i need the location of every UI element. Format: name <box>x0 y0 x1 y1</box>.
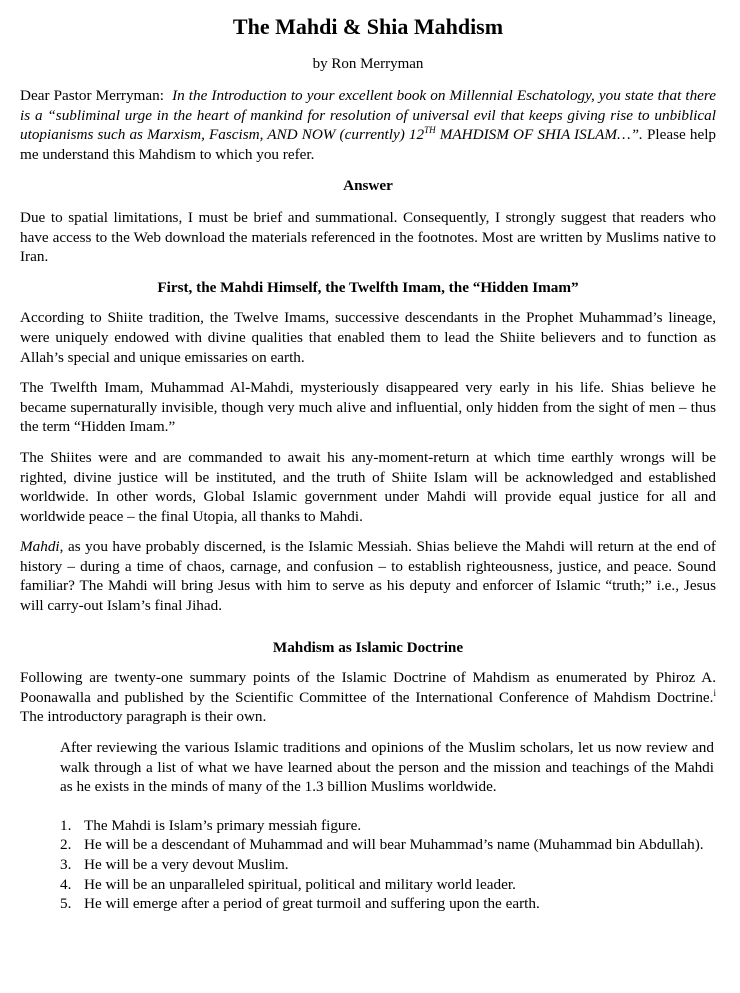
summary-points-text-end: The introductory paragraph is their own. <box>20 708 267 726</box>
list-item <box>60 855 716 875</box>
list-item <box>60 894 716 914</box>
question-text-part: In the Introduction to your excellent book on Millennial Eschatology, you state that there is a “subliminal urge in the heart of mankind for resolution of universal evil that keeps giving rise to unbiblical utopianisms such as Marxism, Fascism, AND NOW (currently) 12 <box>20 87 716 144</box>
intro-paragraph <box>20 86 716 164</box>
byline: by Ron Merryman <box>312 56 424 72</box>
section-heading-hidden-imam: First, the Mahdi Himself, the Twelfth Imam, the “Hidden Imam” <box>157 278 579 296</box>
list-item-number: 3. <box>60 856 72 873</box>
doctrine-points-list <box>60 816 716 914</box>
list-item-number: 1. <box>60 816 72 834</box>
list-item-text: The Mahdi is Islam’s primary messiah figure. <box>84 816 362 834</box>
summary-points-text: Following are twenty-one summary points of the Islamic Doctrine of Mahdism as enumerated by Phiroz A. Poonawalla and published by the Scientific Committee of the International Conference of Mahdism Doctrine. <box>20 669 716 706</box>
paragraph-islamic-messiah-text: , as you have probably discerned, is the Islamic Messiah. Shias believe the Mahdi will return at the end of history – during a time of chaos, carnage, and confusion – to establish righteousness, justice, and peace. Sound familiar? The Mahdi will bring Jesus with him to serve as his deputy and enforcer of Islamic “truth;” i.e., Jesus will carry-out Islam’s final Jihad. <box>20 538 716 615</box>
paragraph-twelfth-imam: The Twelfth Imam, Muhammad Al-Mahdi, mysteriously disappeared very early in his life. Shias believe he became supernaturally invisible, though very much alive and influential, only hidden from the sight of men – thus the term “Hidden Imam.” <box>20 379 716 436</box>
closing-request: Please help me understand this Mahdism to which you refer. <box>20 126 717 163</box>
list-item-number: 5. <box>60 895 72 913</box>
superscript-th: TH <box>424 125 436 136</box>
paragraph-await-return: The Shiites were and are commanded to await his any-moment-return at which time earthly wrongs will be righted, divine justice will be instituted, and the truth of Shiite Islam will be acknowledged and established worldwide. In other words, Global Islamic government under Mahdi will provide equal justice for all and worldwide peace – the final Utopia, all thanks to Mahdi. <box>20 448 716 525</box>
list-item-text: He will emerge after a period of great turmoil and suffering upon the earth. <box>84 895 540 913</box>
list-item-number: 2. <box>60 836 72 854</box>
answer-heading: Answer <box>343 177 393 195</box>
salutation: Dear Pastor Merryman: <box>20 87 164 104</box>
list-item-text: He will be a very devout Muslim. <box>84 856 289 873</box>
question-text-end: MAHDISM OF SHIA ISLAM…”. <box>439 126 643 144</box>
list-item <box>60 875 716 895</box>
mahdi-italic: Mahdi <box>20 538 60 556</box>
paragraph-islamic-messiah <box>20 537 716 615</box>
list-item <box>60 816 716 836</box>
answer-paragraph: Due to spatial limitations, I must be brief and summational. Consequently, I strongly suggest that readers who have access to the Web download the materials referenced in the footnotes. Most are written by Muslims native to Iran. <box>20 208 716 266</box>
list-item <box>60 835 716 855</box>
paragraph-summary-points <box>20 668 716 727</box>
list-item-text: He will be a descendant of Muhammad and will bear Muhammad’s name (Muhammad bin Abdullah). <box>84 836 704 854</box>
paragraph-twelve-imams: According to Shiite tradition, the Twelve Imams, successive descendants in the Prophet Muhammad’s lineage, were uniquely endowed with divine qualities that enabled them to lead the Shiite believers and to function as Allah’s special and unique emissaries on earth. <box>20 309 716 366</box>
list-item-number: 4. <box>60 875 72 893</box>
section-heading-doctrine: Mahdism as Islamic Doctrine <box>272 638 464 656</box>
page-title: The Mahdi & Shia Mahdism <box>232 14 504 39</box>
list-item-text: He will be an unparalleled spiritual, political and military world leader. <box>84 875 516 893</box>
block-quote: After reviewing the various Islamic traditions and opinions of the Muslim scholars, let us now review and walk through a list of what we have learned about the person and the mission and teachings of the Mahdi as he exists in the minds of many of the 1.3 billion Muslims worldwide. <box>60 739 714 796</box>
footnote-marker: i <box>713 687 716 698</box>
